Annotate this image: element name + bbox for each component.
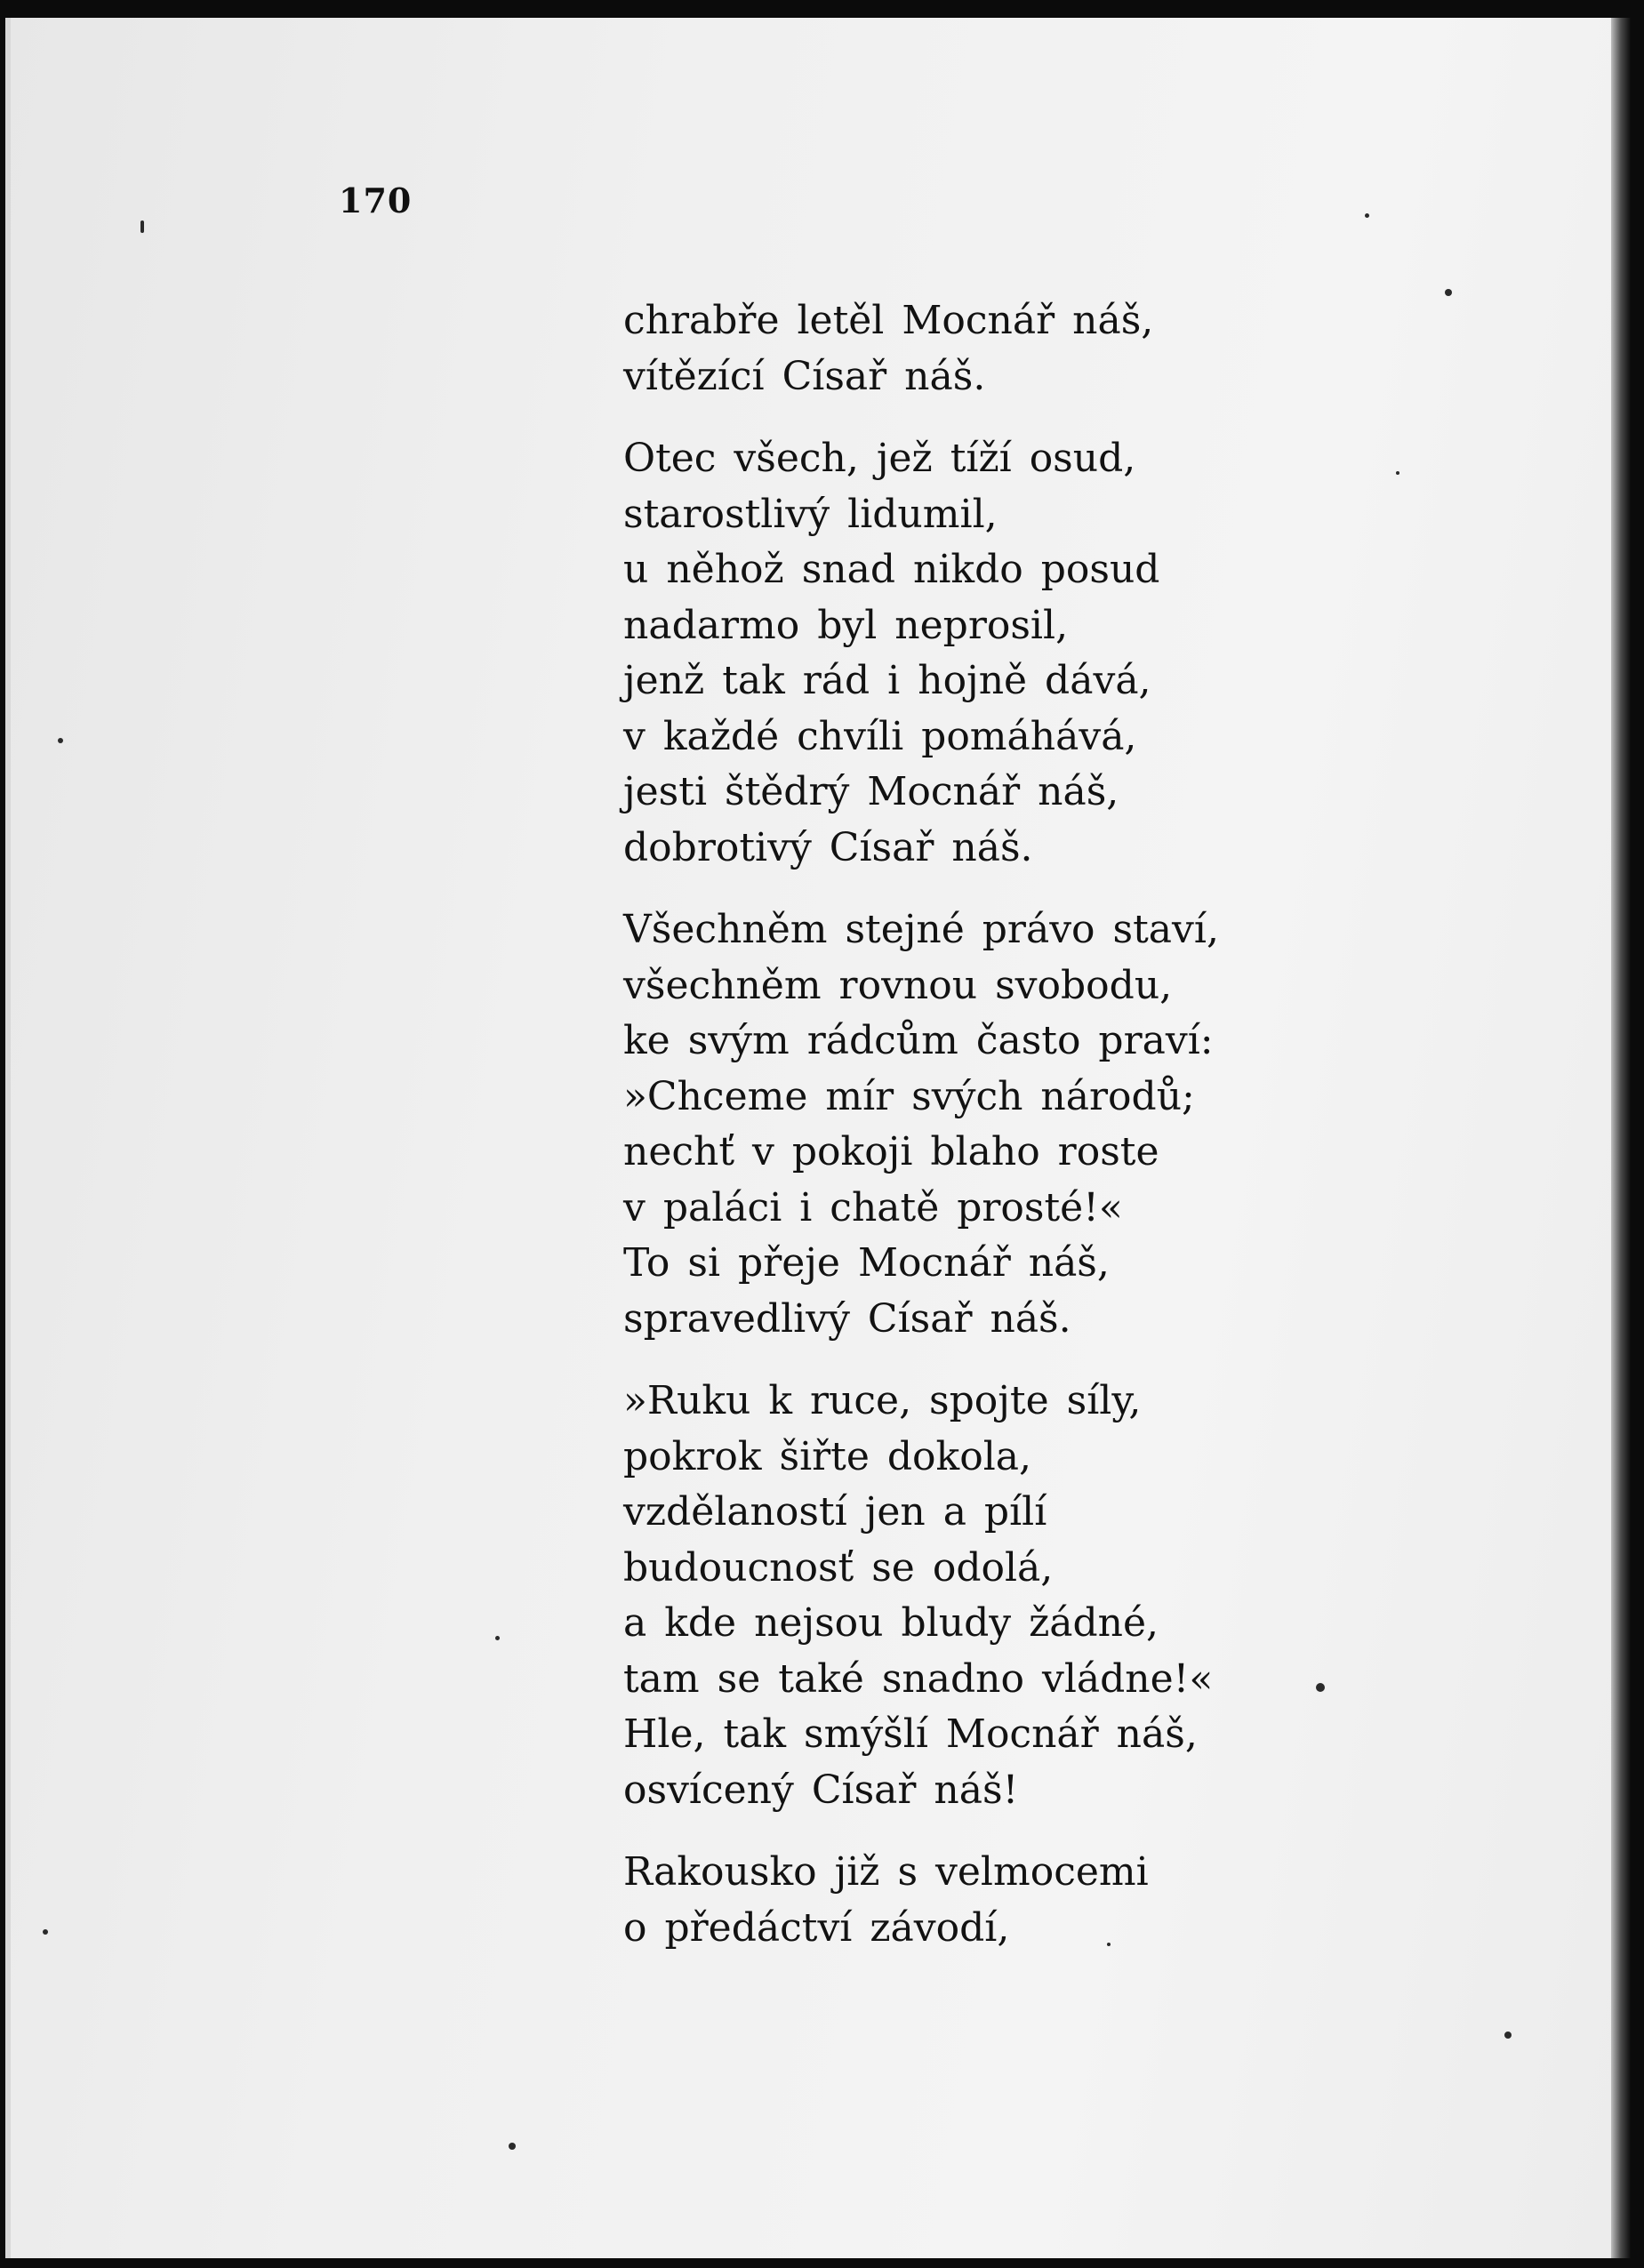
poem-line: starostlivý lidumil, xyxy=(623,491,998,537)
scan-speck xyxy=(43,1929,48,1935)
poem-line: To si přeje Mocnář náš, xyxy=(623,1240,1110,1286)
page-edge-shadow xyxy=(1611,18,1644,2258)
stanza-2 xyxy=(623,431,1512,876)
poem-line: v paláci i chatě prosté!« xyxy=(623,1184,1123,1230)
scan-speck xyxy=(509,2143,516,2150)
poem-line: Všechněm stejné právo staví, xyxy=(623,907,1219,952)
poem-line: dobrotivý Císař náš. xyxy=(623,824,1033,870)
poem-line: nechť v pokoji blaho roste xyxy=(623,1129,1159,1174)
poem-line: »Chceme mír svých národů; xyxy=(623,1073,1195,1119)
stanza-4 xyxy=(623,1374,1512,1818)
page-number: 170 xyxy=(339,180,413,220)
poem-line: u něhož snad nikdo posud xyxy=(623,547,1160,592)
stanza-1 xyxy=(623,293,1512,405)
stanza-3 xyxy=(623,902,1512,1347)
poem-line: »Ruku k ruce, spojte síly, xyxy=(623,1378,1142,1423)
scan-speck xyxy=(1504,2032,1512,2039)
poem-line: osvícený Císař náš! xyxy=(623,1767,1019,1813)
stanza-5 xyxy=(623,1845,1512,1956)
poem-line: ke svým rádcům často praví: xyxy=(623,1018,1214,1063)
poem-line: pokrok šiřte dokola, xyxy=(623,1433,1031,1479)
poem-line: vítězící Císař náš. xyxy=(623,353,986,399)
poem-line: všechněm rovnou svobodu, xyxy=(623,962,1173,1008)
scan-speck xyxy=(1396,471,1399,475)
scan-speck xyxy=(1107,1943,1111,1946)
poem-line: chrabře letěl Mocnář náš, xyxy=(623,298,1154,343)
poem-line: jesti štědrý Mocnář náš, xyxy=(623,769,1119,814)
poem-line: spravedlivý Císař náš. xyxy=(623,1295,1071,1342)
poem-line: v každé chvíli pomáhává, xyxy=(623,713,1137,759)
poem-line: nadarmo byl neprosil, xyxy=(623,602,1069,648)
poem-line: jenž tak rád i hojně dává, xyxy=(623,658,1151,703)
scan-speck xyxy=(495,1636,500,1640)
poem-line: Hle, tak smýšlí Mocnář náš, xyxy=(623,1711,1198,1757)
scan-speck xyxy=(58,738,63,743)
scan-speck xyxy=(1365,213,1369,218)
poem-line: budoucnosť se odolá, xyxy=(623,1544,1054,1591)
scan-speck xyxy=(140,220,144,233)
scan-speck xyxy=(1316,1683,1325,1692)
scan-speck xyxy=(1445,289,1452,296)
poem-line: a kde nejsou bludy žádné, xyxy=(623,1600,1159,1646)
poem-line: Rakousko již s velmocemi xyxy=(623,1849,1149,1895)
poem-line: o předáctví závodí, xyxy=(623,1904,1010,1951)
poem-line: Otec všech, jež tíží osud, xyxy=(623,436,1136,481)
poem-line: tam se také snadno vládne!« xyxy=(623,1655,1214,1702)
poem-line: vzdělaností jen a pílí xyxy=(623,1489,1047,1535)
poem xyxy=(623,293,1512,1983)
